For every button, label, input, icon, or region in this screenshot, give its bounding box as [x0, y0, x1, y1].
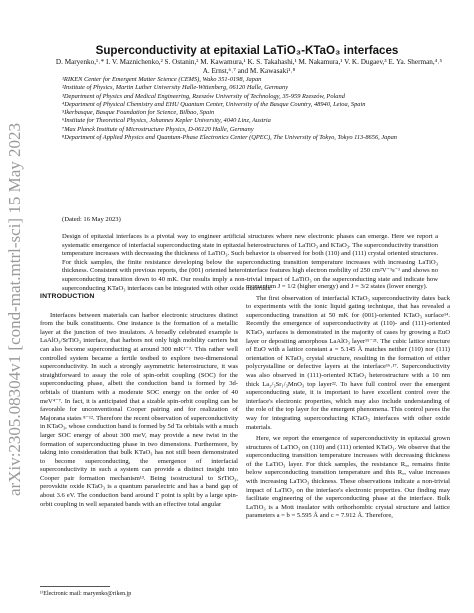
- date-line: (Dated: 16 May 2023): [62, 216, 121, 223]
- affiliation-item: ³Department of Physics and Medical Engineering, Rzeszów University of Technology, 35-959 Rzeszów, Poland: [62, 92, 345, 100]
- paper-title: Superconductivity at epitaxial LaTiO₃-KTaO₃ interfaces: [95, 44, 399, 57]
- left-column: [40, 283, 238, 509]
- footnote-email: ¹⁾Electronic mail: maryenko@riken.jp: [40, 591, 132, 597]
- affiliation-item: ¹RIKEN Center for Emergent Matter Science (CEMS), Wako 351-0198, Japan: [62, 76, 262, 83]
- affiliation-item: ⁷Max Planck Institute of Microstructure Physics, D-06120 Halle, Germany: [62, 125, 254, 133]
- affiliation-item: ²Institute of Physics, Martin Luther University Halle-Wittenberg, 06120 Halle, Germany: [62, 84, 289, 92]
- affiliation-item: ⁴Department of Physical Chemistry and EHU Quantum Center, University of the Basque Country, 48940, Leioa, Spain: [62, 100, 366, 108]
- paragraph: momentum J = 1/2 (higher energy) and J = 3/2 states (lower energy).: [246, 283, 428, 290]
- affiliation-list: [62, 76, 444, 142]
- right-column: [246, 283, 450, 521]
- footnote-divider: [40, 586, 110, 587]
- paragraph: The first observation of interfacial KTaO₃ superconductivity dates back to experiments with the ionic liquid gating technique, that has revealed a superconducting transition at 50 mK for (001)-oriented KTaO₃ surface¹⁴. Recently the emergence of superconductivity at (110)- and (111)-oriented KTaO₃ surfaces is demonstrated in the majority of cases by growing a EuO layer or depositing amorphous LaAlO₃ layer¹⁵⁻²¹. The cubic lattice structure of EuO with a lattice constant a = 5.145 Å matches neither (110) nor (111) orientation of KTaO₃ crystal structure, resulting in the formation of either polycrystalline or defective layers at the interface¹⁶˒¹⁷. Superconductivity was also observed in (111)-oriented KTaO₃ heterostructure with a 10 nm thick La₂/₃Sr₁/₃MnO₃ top layer²². To have full control over the emergent superconducting state, it is important to have excellent control over the interface's electronic properties, which may also include understanding of the role of the top layer for the emergent phenomena. This control paves the way for integrating superconducting KTaO₃ interfaces with other oxide materials.: [246, 294, 450, 431]
- arxiv-identifier[interactable]: arXiv:2305.08304v1 [cond-mat.mtrl-sci] 15 May 2023: [5, 123, 24, 497]
- affiliation-item: ⁸Department of Applied Physics and Quantum-Phase Electronics Center (QPEC), The University of Tokyo, Tokyo 113-8656, Japan: [62, 134, 397, 142]
- author-list: D. Maryenko,¹˒* I. V. Maznichenko,² S. Ostanin,² M. Kawamura,¹ K. S. Takahashi,¹ M. Nakamura,¹ V. K. Dugaev,³ E. Ya. Sherman,⁴˒⁵ A. Ernst,⁶˒⁷ and M. Kawasaki¹˒⁸: [55, 58, 443, 75]
- affiliation-item: ⁵Ikerbasque, Basque Foundation for Science, Bilbao, Spain: [62, 109, 215, 117]
- paragraph: Here, we report the emergence of superconductivity in epitaxial grown structures of LaTiO₃ on (110) and (111) oriented KTaO₃. We observe that the superconducting transition temperature increases with decreasing thickness of the LaTiO₃ layer. For thick samples, the resistance Rₓₓ remains finite below superconducting transition temperature and this Rₓₓ value increases with increasing LaTiO₃ thickness. These observations indicate a non-trivial impact of LaTiO₃ on the interface's electronic properties. Our finding may facilitate engineering of the superconducting phase at the interface. Bulk LaTiO₃ is a Mott insulator with orthorhombic crystal structure and lattice parameters a = b = 5.595 Å and c = 7.912 Å. Therefore,: [246, 435, 450, 520]
- affiliation-item: ⁶Institute for Theoretical Physics, Johannes Kepler University, 4040 Linz, Austria: [62, 117, 271, 125]
- abstract: Design of epitaxial interfaces is a pivotal way to engineer artificial structures where new electronic phases can emerge. Here we report a systematic emergence of interfacial superconducting state in epitaxial heterostructures of LaTiO₃ and KTaO₃. The superconductivity transition temperature increases with decreasing the thickness of LaTiO₃. Such behavior is observed for both (110) and (111) crystal oriented structures. For thick samples, the finite resistance developing below the superconducting transition temperature increases with increasing LaTiO₃ thickness. Consistent with previous reports, the (001) oriented heterointerface features high electron mobility of 250 cm²V⁻¹s⁻¹ and shows no superconducting transition down to 40 mK. Our results imply a non-trivial impact of LaTiO₃ on the superconducting state and indicate how superconducting KTaO₃ interfaces can be integrated with other oxide materials.: [62, 233, 438, 292]
- paragraph: Interfaces between materials can harbor electronic structures distinct from the bulk constituents. One instance is the formation of a metallic layer at the junction of two insulators. A broadly celebrated example is LaAlO₃/SrTiO₃ interface, that harbors not only high mobility carriers but can also become superconducting at around 300 mK¹⁻³. This rather well controlled system became a fertile testbed to explore two-dimensional superconductivity. In such a strongly asymmetric heterostructure, it was straightforward to assay the role of spin-orbit coupling (SOC) for the superconducting phase, albeit the conduction band is formed by 3d-orbitals of titanium with a moderate SOC energy on the order of 40 meV⁴⁻⁷. In fact, it is anticipated that a sizable spin-orbit coupling can be favorable for unconventional Cooper pairing and for realization of Majorana states ⁸⁻¹². Therefore the recent observation of superconductivity in KTaO₃, whose conduction band is formed by 5d Ta orbitals with a much larger SOC energy of about 300 meV, may provide a new twist in the formation of superconducting phase in two dimensions. Furthermore, by taking into consideration that bulk KTaO₃ has not still been demonstrated to become superconducting, the emergence of interfacial superconductivity in such a system can provide a distinct insight into Cooper pair formation mechanism¹³. Being isostructural to SrTiO₃, perovskite oxide KTaO₃ is a quantum paraelectric and has a band gap of about 3.6 eV. The conduction band around Γ point is split by a large spin-orbit coupling in well separated bands with an effective total angular: [40, 311, 239, 508]
- section-heading-introduction: INTRODUCTION: [40, 293, 95, 300]
